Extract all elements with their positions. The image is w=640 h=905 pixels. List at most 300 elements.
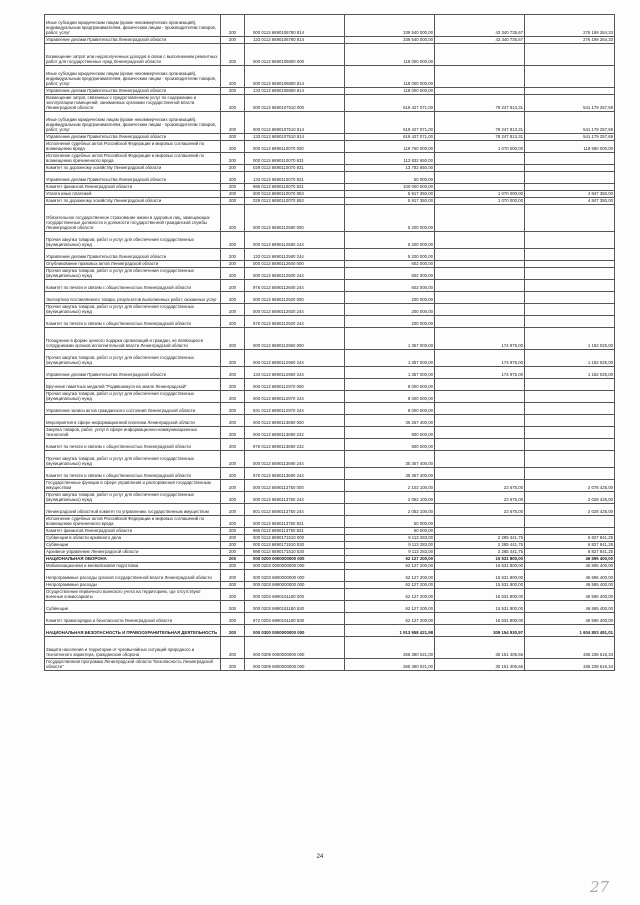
approved-amount-cell: 2 052 100,00 — [345, 492, 435, 504]
executed-amount-cell: 2 285 441,75 — [435, 542, 525, 549]
executed-amount-cell — [435, 391, 525, 403]
executed-amount-cell — [435, 316, 525, 328]
executed-amount-cell — [435, 44, 525, 66]
row-name-cell: Вручение памятных медалей "Родившемуся на земле Ленинградской" — [45, 379, 221, 391]
unexecuted-amount-cell — [525, 403, 615, 415]
budget-classification-cell: 000 0309 0000000000 000 — [245, 637, 345, 659]
budget-classification-cell: 000 0113 6890106780 814 — [245, 15, 345, 37]
table-row — [45, 415, 615, 427]
table-row — [45, 316, 615, 328]
executed-amount-cell: 15 531 800,00 — [435, 582, 525, 589]
executed-amount-cell: 309 154 930,97 — [435, 625, 525, 637]
row-name-cell: Экспертиза поставляемого товара, результатов выполненных работ, оказанных услуг — [45, 292, 221, 304]
approved-amount-cell: 5 200 000,00 — [345, 205, 435, 232]
table-row — [45, 88, 615, 95]
budget-classification-cell: 000 0203 6800000000 000 — [245, 570, 345, 582]
unexecuted-amount-cell — [525, 280, 615, 292]
budget-classification-cell: 931 0113 6890112970 244 — [245, 403, 345, 415]
unexecuted-amount-cell: 335 238 615,34 — [525, 637, 615, 659]
budget-classification-cell: 133 0113 6890106780 814 — [245, 37, 345, 44]
row-name-cell: Непрограммные расходы — [45, 582, 221, 589]
executed-amount-cell: 15 531 800,00 — [435, 563, 525, 570]
table-row — [45, 112, 615, 134]
approved-amount-cell: 9 113 283,00 — [345, 535, 435, 542]
approved-amount-cell: 113 832 650,00 — [345, 153, 435, 165]
executed-amount-cell — [435, 205, 525, 232]
table-row — [45, 15, 615, 37]
row-name-cell: Прочая закупка товаров, работ и услуг для обеспечения государственных (муниципальных) нужд — [45, 492, 221, 504]
executed-amount-cell: 2 285 441,75 — [435, 535, 525, 542]
approved-amount-cell: 5 200 000,00 — [345, 232, 435, 249]
executed-amount-cell — [435, 427, 525, 439]
approved-amount-cell: 8 000 000,00 — [345, 379, 435, 391]
row-code-cell: 200 — [221, 141, 245, 153]
unexecuted-amount-cell — [525, 172, 615, 184]
row-code-cell: 200 — [221, 37, 245, 44]
row-code-cell: 200 — [221, 95, 245, 112]
table-row — [45, 625, 615, 637]
budget-classification-cell: 000 0113 6890112600 000 — [245, 261, 345, 268]
budget-classification-cell: 000 0203 0000000000 000 — [245, 563, 345, 570]
unexecuted-amount-cell — [525, 184, 615, 191]
unexecuted-amount-cell: 4 847 350,00 — [525, 198, 615, 205]
approved-amount-cell: 62 127 200,00 — [345, 570, 435, 582]
executed-amount-cell — [435, 304, 525, 316]
row-name-cell: Исполнение судебных актов Российской Федерации и мировых соглашений по возмещению вреда — [45, 141, 221, 153]
unexecuted-amount-cell: 118 680 000,00 — [525, 141, 615, 153]
approved-amount-cell: 100 000 000,00 — [345, 184, 435, 191]
row-name-cell: Комитет правопорядка и безопасности Ленинградской области — [45, 613, 221, 625]
unexecuted-amount-cell: 46 595 400,00 — [525, 582, 615, 589]
budget-classification-cell: 000 0113 6890112960 244 — [245, 350, 345, 367]
executed-amount-cell — [435, 528, 525, 535]
handwritten-page-mark: 27 — [590, 878, 610, 896]
budget-classification-cell: 000 0113 6890106800 000 — [245, 44, 345, 66]
table-row — [45, 601, 615, 613]
executed-amount-cell: 78 247 813,31 — [435, 95, 525, 112]
row-code-cell: 200 — [221, 625, 245, 637]
row-code-cell: 200 — [221, 556, 245, 563]
table-row — [45, 582, 615, 589]
budget-classification-cell: 000 0113 6890112600 244 — [245, 268, 345, 280]
row-name-cell: Прочая закупка товаров, работ и услуг для обеспечения государственных (муниципальных) нужд — [45, 391, 221, 403]
executed-amount-cell — [435, 184, 525, 191]
budget-classification-cell: 000 0203 6890151180 530 — [245, 601, 345, 613]
row-name-cell: Ленинградский областной комитет по управлению государственным имуществом — [45, 504, 221, 516]
unexecuted-amount-cell: 2 078 425,00 — [525, 480, 615, 492]
executed-amount-cell: 174 975,00 — [435, 328, 525, 350]
executed-amount-cell: 174 975,00 — [435, 350, 525, 367]
budget-classification-cell: 000 0113 6890113690 242 — [245, 427, 345, 439]
row-name-cell: Прочая закупка товаров, работ и услуг для обеспечения государственных (муниципальных) нужд — [45, 232, 221, 249]
approved-amount-cell: 119 750 000,00 — [345, 141, 435, 153]
table-row — [45, 184, 615, 191]
unexecuted-amount-cell — [525, 232, 615, 249]
executed-amount-cell: 78 247 813,31 — [435, 112, 525, 134]
row-name-cell: Субвенции в области архивного дела — [45, 535, 221, 542]
budget-classification-cell: 000 0200 0000000000 000 — [245, 556, 345, 563]
approved-amount-cell: 200 000,00 — [345, 304, 435, 316]
table-row — [45, 613, 615, 625]
unexecuted-amount-cell: 6 827 841,25 — [525, 542, 615, 549]
row-code-cell: 200 — [221, 280, 245, 292]
budget-classification-cell: 000 0203 6890151180 000 — [245, 589, 345, 601]
unexecuted-amount-cell: 2 028 425,00 — [525, 492, 615, 504]
unexecuted-amount-cell — [525, 304, 615, 316]
approved-amount-cell: 9 113 283,00 — [345, 549, 435, 556]
table-row — [45, 328, 615, 350]
row-name-cell: Управление делами Правительства Ленинградской области — [45, 249, 221, 261]
table-row — [45, 535, 615, 542]
approved-amount-cell: 900 000,00 — [345, 427, 435, 439]
row-code-cell: 200 — [221, 316, 245, 328]
executed-amount-cell: 15 531 800,00 — [435, 589, 525, 601]
executed-amount-cell — [435, 516, 525, 528]
budget-classification-cell: 000 0203 6890000000 000 — [245, 582, 345, 589]
row-code-cell: 200 — [221, 563, 245, 570]
unexecuted-amount-cell — [525, 66, 615, 88]
executed-amount-cell — [435, 403, 525, 415]
executed-amount-cell: 78 247 813,31 — [435, 134, 525, 141]
row-name-cell: Комитет финансов Ленинградской области — [45, 528, 221, 535]
table-row — [45, 191, 615, 198]
table-row — [45, 66, 615, 88]
approved-amount-cell: 62 127 200,00 — [345, 556, 435, 563]
row-name-cell: Мобилизационная и вневойсковая подготовка — [45, 563, 221, 570]
row-name-cell: Закупка товаров, работ, услуг в сфере информационно-коммуникационных технологий — [45, 427, 221, 439]
executed-amount-cell — [435, 379, 525, 391]
executed-amount-cell: 15 531 800,00 — [435, 601, 525, 613]
approved-amount-cell: 50 000,00 — [345, 528, 435, 535]
row-code-cell: 200 — [221, 15, 245, 37]
row-code-cell: 200 — [221, 153, 245, 165]
table-row — [45, 563, 615, 570]
executed-amount-cell: 1 070 000,00 — [435, 191, 525, 198]
table-row — [45, 427, 615, 439]
unexecuted-amount-cell — [525, 268, 615, 280]
row-code-cell: 200 — [221, 232, 245, 249]
executed-amount-cell — [435, 468, 525, 480]
table-row — [45, 44, 615, 66]
table-row — [45, 589, 615, 601]
approved-amount-cell: 50 000,00 — [345, 172, 435, 184]
budget-classification-cell: 000 0113 6890110070 000 — [245, 141, 345, 153]
row-code-cell: 200 — [221, 165, 245, 172]
row-code-cell: 200 — [221, 637, 245, 659]
approved-amount-cell: 62 127 200,00 — [345, 589, 435, 601]
executed-amount-cell — [435, 249, 525, 261]
row-name-cell: Прочая закупка товаров, работ и услуг для обеспечения государственных (муниципальных) нужд — [45, 268, 221, 280]
executed-amount-cell — [435, 88, 525, 95]
row-name-cell: Комитет по печати и связям с общественностью Ленинградской области — [45, 280, 221, 292]
unexecuted-amount-cell: 6 827 841,25 — [525, 549, 615, 556]
executed-amount-cell: 15 531 800,00 — [435, 570, 525, 582]
budget-classification-cell: 000 0113 6890112580 244 — [245, 232, 345, 249]
row-code-cell: 200 — [221, 184, 245, 191]
table-row — [45, 141, 615, 153]
approved-amount-cell: 5 917 350,00 — [345, 191, 435, 198]
unexecuted-amount-cell — [525, 153, 615, 165]
budget-classification-cell: 000 0113 6890112920 000 — [245, 292, 345, 304]
budget-classification-cell: 133 0113 6890112580 244 — [245, 249, 345, 261]
row-code-cell: 200 — [221, 112, 245, 134]
approved-amount-cell: 8 000 000,00 — [345, 391, 435, 403]
executed-amount-cell: 15 531 800,00 — [435, 556, 525, 563]
executed-amount-cell: 15 531 800,00 — [435, 613, 525, 625]
unexecuted-amount-cell — [525, 379, 615, 391]
row-code-cell: 200 — [221, 198, 245, 205]
row-code-cell: 200 — [221, 367, 245, 379]
budget-classification-cell: 133 0113 6890112960 244 — [245, 367, 345, 379]
budget-classification-cell: 029 0113 6890110070 853 — [245, 198, 345, 205]
budget-classification-cell: 801 0113 6890113750 244 — [245, 504, 345, 516]
row-code-cell: 200 — [221, 480, 245, 492]
row-code-cell: 200 — [221, 582, 245, 589]
row-name-cell: Управление делами Правительства Ленинградской области — [45, 367, 221, 379]
approved-amount-cell: 35 357 400,00 — [345, 468, 435, 480]
unexecuted-amount-cell — [525, 316, 615, 328]
approved-amount-cell: 36 257 400,00 — [345, 415, 435, 427]
row-code-cell: 200 — [221, 379, 245, 391]
unexecuted-amount-cell: 335 238 615,34 — [525, 659, 615, 671]
table-row — [45, 172, 615, 184]
table-row — [45, 350, 615, 367]
budget-classification-cell: 000 0113 6890113690 244 — [245, 451, 345, 468]
unexecuted-amount-cell: 1 182 025,00 — [525, 367, 615, 379]
budget-classification-cell: 985 0113 6890113750 831 — [245, 528, 345, 535]
budget-classification-cell: 976 0113 6890113690 242 — [245, 439, 345, 451]
row-code-cell: 200 — [221, 549, 245, 556]
executed-amount-cell — [435, 153, 525, 165]
unexecuted-amount-cell — [525, 528, 615, 535]
approved-amount-cell: 9 113 283,00 — [345, 542, 435, 549]
budget-classification-cell: 976 0113 6890113690 244 — [245, 468, 345, 480]
unexecuted-amount-cell — [525, 451, 615, 468]
budget-classification-cell: 000 0113 6890107510 000 — [245, 95, 345, 112]
budget-classification-cell: 988 0113 6890171510 530 — [245, 549, 345, 556]
budget-classification-cell: 000 0113 6890106800 814 — [245, 66, 345, 88]
row-code-cell: 200 — [221, 528, 245, 535]
unexecuted-amount-cell: 541 179 257,69 — [525, 134, 615, 141]
executed-amount-cell — [435, 66, 525, 88]
approved-amount-cell: 602 000,00 — [345, 268, 435, 280]
budget-classification-cell: 000 0113 6890110070 831 — [245, 153, 345, 165]
table-row — [45, 570, 615, 582]
row-name-cell: Государственные функции в сфере управления и распоряжения государственным имуществом — [45, 480, 221, 492]
page-number: 24 — [316, 854, 324, 860]
table-row — [45, 304, 615, 316]
budget-classification-cell: 029 0113 6890110070 831 — [245, 165, 345, 172]
row-code-cell: 200 — [221, 134, 245, 141]
approved-amount-cell: 602 000,00 — [345, 261, 435, 268]
table-row — [45, 659, 615, 671]
unexecuted-amount-cell: 46 595 400,00 — [525, 563, 615, 570]
executed-amount-cell: 30 151 405,66 — [435, 637, 525, 659]
executed-amount-cell — [435, 172, 525, 184]
row-code-cell: 200 — [221, 205, 245, 232]
row-name-cell: Защита населения и территории от чрезвычайных ситуаций природного и техногенного характера, гражданская оборона — [45, 637, 221, 659]
executed-amount-cell: 2 285 441,75 — [435, 549, 525, 556]
unexecuted-amount-cell — [525, 516, 615, 528]
row-code-cell: 200 — [221, 88, 245, 95]
approved-amount-cell: 118 000 000,00 — [345, 88, 435, 95]
budget-classification-cell: 000 0113 6890112580 000 — [245, 205, 345, 232]
executed-amount-cell: 23 675,00 — [435, 504, 525, 516]
table-row — [45, 549, 615, 556]
row-name-cell: Исполнение судебных актов Российской Федерации и мировых соглашений по возмещению причиненного вреда — [45, 516, 221, 528]
row-code-cell: 200 — [221, 415, 245, 427]
table-row — [45, 528, 615, 535]
budget-classification-cell: 000 0113 6890113750 000 — [245, 480, 345, 492]
budget-classification-cell: 976 0113 6890112600 244 — [245, 280, 345, 292]
unexecuted-amount-cell: 46 595 400,00 — [525, 556, 615, 563]
approved-amount-cell: 118 000 000,00 — [345, 66, 435, 88]
budget-classification-cell: 133 0113 6890110070 831 — [245, 172, 345, 184]
table-row — [45, 492, 615, 504]
row-code-cell: 200 — [221, 350, 245, 367]
approved-amount-cell: 1 357 000,00 — [345, 367, 435, 379]
table-row — [45, 480, 615, 492]
approved-amount-cell: 365 390 021,00 — [345, 637, 435, 659]
table-row — [45, 232, 615, 249]
row-code-cell: 200 — [221, 427, 245, 439]
table-row — [45, 95, 615, 112]
row-code-cell: 200 — [221, 468, 245, 480]
budget-classification-cell: 000 0113 6890107510 814 — [245, 112, 345, 134]
row-name-cell: Управление записи актов гражданского состояния Ленинградской области — [45, 403, 221, 415]
budget-classification-cell: 000 0113 6890110070 853 — [245, 191, 345, 198]
approved-amount-cell: 602 000,00 — [345, 280, 435, 292]
approved-amount-cell: 339 540 000,00 — [345, 37, 435, 44]
approved-amount-cell: 2 102 100,00 — [345, 480, 435, 492]
approved-amount-cell: 62 127 200,00 — [345, 613, 435, 625]
approved-amount-cell: 13 782 650,00 — [345, 165, 435, 172]
row-code-cell: 200 — [221, 304, 245, 316]
unexecuted-amount-cell: 46 595 400,00 — [525, 601, 615, 613]
budget-classification-cell: 000 0113 6890112960 000 — [245, 328, 345, 350]
table-row — [45, 379, 615, 391]
row-code-cell: 200 — [221, 328, 245, 350]
row-name-cell: Управление делами Правительства Ленинградской области — [45, 37, 221, 44]
budget-table-body — [45, 15, 615, 671]
approved-amount-cell: 619 427 071,00 — [345, 95, 435, 112]
table-row — [45, 268, 615, 280]
unexecuted-amount-cell: 46 595 400,00 — [525, 570, 615, 582]
budget-classification-cell: 976 0113 6890112920 244 — [245, 316, 345, 328]
row-name-cell: Комитет финансов Ленинградской области — [45, 184, 221, 191]
row-name-cell: Непрограммные расходы органов государственной власти Ленинградской области — [45, 570, 221, 582]
executed-amount-cell — [435, 165, 525, 172]
table-row — [45, 367, 615, 379]
unexecuted-amount-cell — [525, 391, 615, 403]
row-code-cell: 200 — [221, 172, 245, 184]
budget-classification-cell: 000 0113 6890113690 000 — [245, 415, 345, 427]
row-name-cell: Возмещение затрат или недополученных доходов в связи с выполнением ремонтных работ для государственных нужд Ленинградской области — [45, 44, 221, 66]
approved-amount-cell: 62 127 200,00 — [345, 563, 435, 570]
approved-amount-cell: 35 357 400,00 — [345, 451, 435, 468]
table-row — [45, 280, 615, 292]
table-row — [45, 637, 615, 659]
executed-amount-cell: 174 975,00 — [435, 367, 525, 379]
row-name-cell: Государственная программа Ленинградской области "Безопасность Ленинградской области" — [45, 659, 221, 671]
executed-amount-cell — [435, 268, 525, 280]
row-name-cell: Обязательное государственное страхование жизни и здоровья лиц, замещающих государственные должности и должности государственной гражданской службы Ленинградской области — [45, 205, 221, 232]
unexecuted-amount-cell: 1 182 025,00 — [525, 328, 615, 350]
row-code-cell: 200 — [221, 439, 245, 451]
row-name-cell: НАЦИОНАЛЬНАЯ ОБОРОНА — [45, 556, 221, 563]
unexecuted-amount-cell: 1 604 803 491,01 — [525, 625, 615, 637]
executed-amount-cell — [435, 439, 525, 451]
row-name-cell: Прочая закупка товаров, работ и услуг для обеспечения государственных (муниципальных) нужд — [45, 451, 221, 468]
row-code-cell: 200 — [221, 249, 245, 261]
budget-classification-cell: 000 0113 6890112920 244 — [245, 304, 345, 316]
approved-amount-cell: 2 052 100,00 — [345, 504, 435, 516]
unexecuted-amount-cell: 276 199 264,33 — [525, 15, 615, 37]
approved-amount-cell: 619 427 071,00 — [345, 112, 435, 134]
row-code-cell: 200 — [221, 66, 245, 88]
executed-amount-cell: 30 151 405,66 — [435, 659, 525, 671]
executed-amount-cell — [435, 451, 525, 468]
executed-amount-cell: 1 070 000,00 — [435, 198, 525, 205]
row-name-cell: Архивное управление Ленинградской области — [45, 549, 221, 556]
unexecuted-amount-cell — [525, 88, 615, 95]
unexecuted-amount-cell: 46 595 400,00 — [525, 613, 615, 625]
row-code-cell: 200 — [221, 504, 245, 516]
row-code-cell: 200 — [221, 570, 245, 582]
budget-report-page — [44, 14, 614, 671]
budget-classification-cell: 000 0113 6890113750 244 — [245, 492, 345, 504]
approved-amount-cell: 62 127 200,00 — [345, 582, 435, 589]
row-name-cell: Иные субсидии юридическим лицам (кроме некоммерческих организаций), индивидуальным предпринимателям, физическим лицам - производителям товаров, работ, услуг — [45, 112, 221, 134]
approved-amount-cell: 365 390 021,00 — [345, 659, 435, 671]
row-code-cell: 200 — [221, 191, 245, 198]
row-code-cell: 200 — [221, 492, 245, 504]
approved-amount-cell: 200 000,00 — [345, 292, 435, 304]
table-row — [45, 134, 615, 141]
approved-amount-cell: 50 000,00 — [345, 516, 435, 528]
row-code-cell: 200 — [221, 542, 245, 549]
approved-amount-cell: 118 000 000,00 — [345, 44, 435, 66]
table-row — [45, 153, 615, 165]
row-code-cell: 200 — [221, 44, 245, 66]
row-code-cell: 200 — [221, 391, 245, 403]
executed-amount-cell — [435, 415, 525, 427]
row-name-cell: Иные субсидии юридическим лицам (кроме некоммерческих организаций), индивидуальным предпринимателям, физическим лицам - производителям товаров, работ, услуг — [45, 15, 221, 37]
row-name-cell: Субвенции — [45, 542, 221, 549]
row-name-cell: Комитет по дорожному хозяйству Ленинградской области — [45, 198, 221, 205]
table-row — [45, 556, 615, 563]
approved-amount-cell: 1 357 000,00 — [345, 328, 435, 350]
table-row — [45, 403, 615, 415]
row-code-cell: 200 — [221, 261, 245, 268]
approved-amount-cell: 339 540 000,00 — [345, 15, 435, 37]
approved-amount-cell: 200 000,00 — [345, 316, 435, 328]
row-name-cell: Прочая закупка товаров, работ и услуг для обеспечения государственных (муниципальных) нужд — [45, 350, 221, 367]
table-row — [45, 261, 615, 268]
row-name-cell: Опубликование правовых актов Ленинградской области — [45, 261, 221, 268]
unexecuted-amount-cell: 276 199 264,33 — [525, 37, 615, 44]
approved-amount-cell: 619 427 071,00 — [345, 134, 435, 141]
unexecuted-amount-cell: 541 179 257,69 — [525, 112, 615, 134]
row-name-cell: Прочая закупка товаров, работ и услуг для обеспечения государственных (муниципальных) нужд — [45, 304, 221, 316]
table-row — [45, 504, 615, 516]
row-code-cell: 200 — [221, 589, 245, 601]
executed-amount-cell — [435, 261, 525, 268]
unexecuted-amount-cell — [525, 439, 615, 451]
row-name-cell: Комитет по печати и связям с общественностью Ленинградской области — [45, 439, 221, 451]
unexecuted-amount-cell — [525, 44, 615, 66]
unexecuted-amount-cell — [525, 427, 615, 439]
